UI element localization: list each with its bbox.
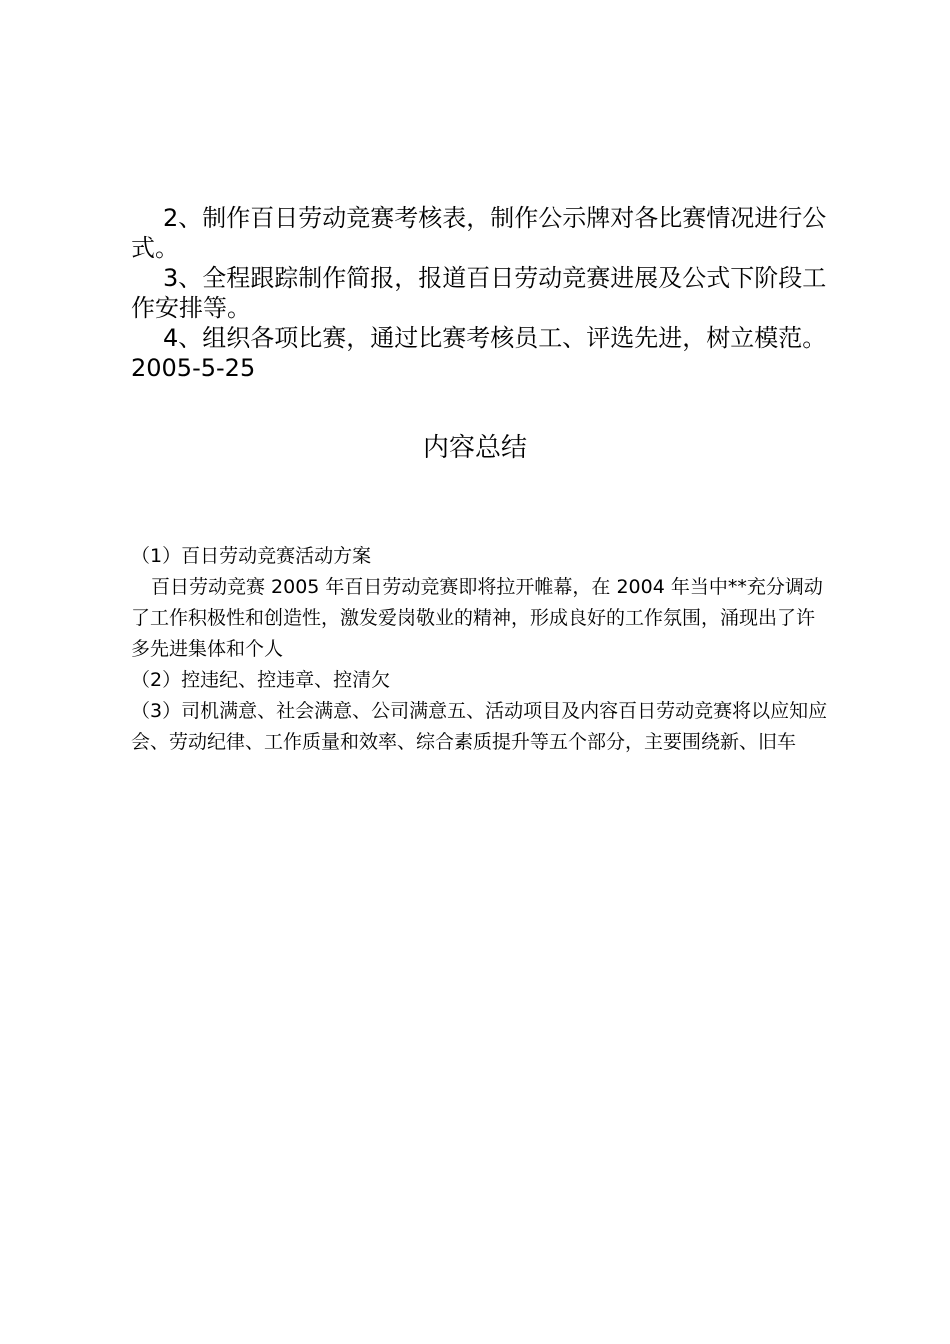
summary-item-1: （1）百日劳动竞赛活动方案 xyxy=(131,545,372,567)
summary-section xyxy=(131,541,831,758)
body-paragraph-4: 4、组织各项比赛，通过比赛考核员工、评选先进，树立模范。2005-5-25 xyxy=(131,324,827,382)
summary-title: 内容总结 xyxy=(422,433,527,463)
body-paragraph-3: 3、全程跟踪制作简报，报道百日劳动竞赛进展及公式下阶段工作安排等。 xyxy=(131,264,827,322)
summary-item-body: 百日劳动竞赛 2005 年百日劳动竞赛即将拉开帷幕，在 2004 年当中**充分调动了工作积极性和创造性，激发爱岗敬业的精神，形成良好的工作氛围，涌现出了许多先进集体和个人 xyxy=(131,576,823,660)
body-text-section xyxy=(131,203,831,383)
body-paragraph-2: 2、制作百日劳动竞赛考核表，制作公示牌对各比赛情况进行公式。 xyxy=(131,204,827,262)
summary-item-3: （3）司机满意、社会满意、公司满意五、活动项目及内容百日劳动竞赛将以应知应会、劳动纪律、工作质量和效率、综合素质提升等五个部分，主要围绕新、旧车 xyxy=(131,700,828,753)
summary-item-2: （2）控违纪、控违章、控清欠 xyxy=(131,669,391,691)
